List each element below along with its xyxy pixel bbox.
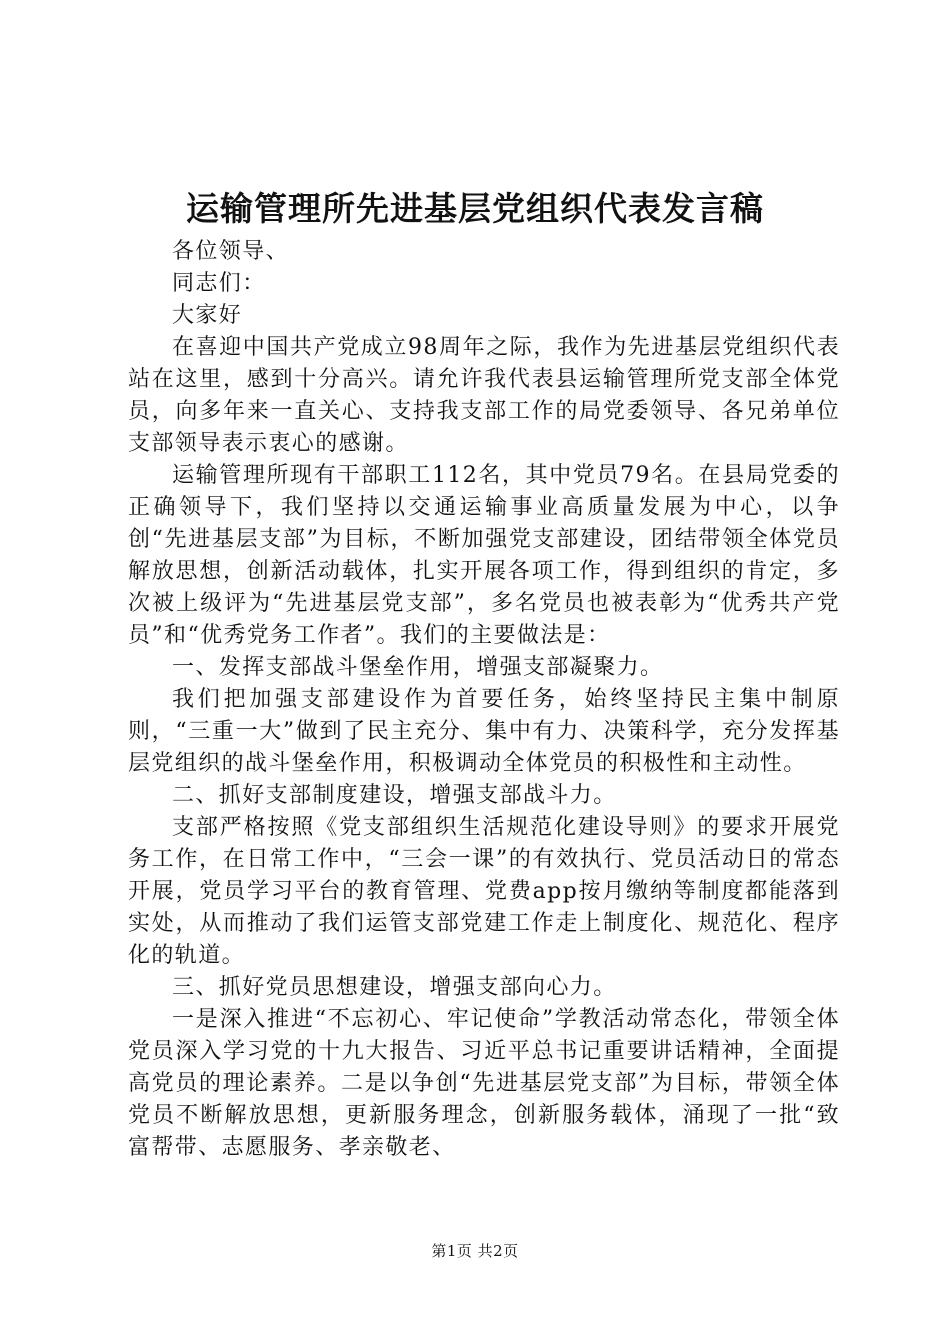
greeting-line: 大家好: [172, 303, 243, 328]
paragraph: 在喜迎中国共产党成立98周年之际，我作为先进基层党组织代表站在这里，感到十分高兴。请允许我代表县运输管理所党支部全体党员，向多年来一直关心、支持我支部工作的局党委领导、各兄弟单位支部领导表示衷心的感谢。: [128, 335, 840, 456]
greeting-line: 同志们：: [172, 271, 266, 296]
paragraph: 支部严格按照《党支部组织生活规范化建设导则》的要求开展党务工作，在日常工作中，“三会一课”的有效执行、党员活动日的常态开展，党员学习平台的教育管理、党费app按月缴纳等制度都能落到实处，从而推动了我们运管支部党建工作走上制度化、规范化、程序化的轨道。: [128, 815, 840, 968]
section-heading: 二、抓好支部制度建设，增强支部战斗力。: [172, 783, 617, 808]
document-title: 运输管理所先进基层党组织代表发言稿: [186, 189, 764, 228]
section-heading: 一、发挥支部战斗堡垒作用，增强支部凝聚力。: [172, 655, 664, 680]
document-body: [128, 236, 840, 1164]
paragraph: 我们把加强支部建设作为首要任务，始终坚持民主集中制原则，“三重一大”做到了民主充分、集中有力、决策科学，充分发挥基层党组织的战斗堡垒作用，积极调动全体党员的积极性和主动性。: [128, 687, 840, 776]
section-heading: 三、抓好党员思想建设，增强支部向心力。: [172, 975, 617, 1000]
paragraph: 运输管理所现有干部职工112名，其中党员79名。在县局党委的正确领导下，我们坚持以交通运输事业高质量发展为中心，以争创“先进基层支部”为目标，不断加强党支部建设，团结带领全体党员解放思想，创新活动载体，扎实开展各项工作，得到组织的肯定，多次被上级评为“先进基层党支部”，多名党员也被表彰为“优秀共产党员”和“优秀党务工作者”。我们的主要做法是：: [128, 463, 840, 648]
paragraph: 一是深入推进“不忘初心、牢记使命”学教活动常态化，带领全体党员深入学习党的十九大报告、习近平总书记重要讲话精神，全面提高党员的理论素养。二是以争创“先进基层党支部”为目标，带领全体党员不断解放思想，更新服务理念，创新服务载体，涌现了一批“致富帮带、志愿服务、孝亲敬老、: [128, 1007, 840, 1160]
page-footer: 第1页 共2页: [431, 1242, 519, 1260]
greeting-line: 各位领导、: [172, 239, 290, 264]
